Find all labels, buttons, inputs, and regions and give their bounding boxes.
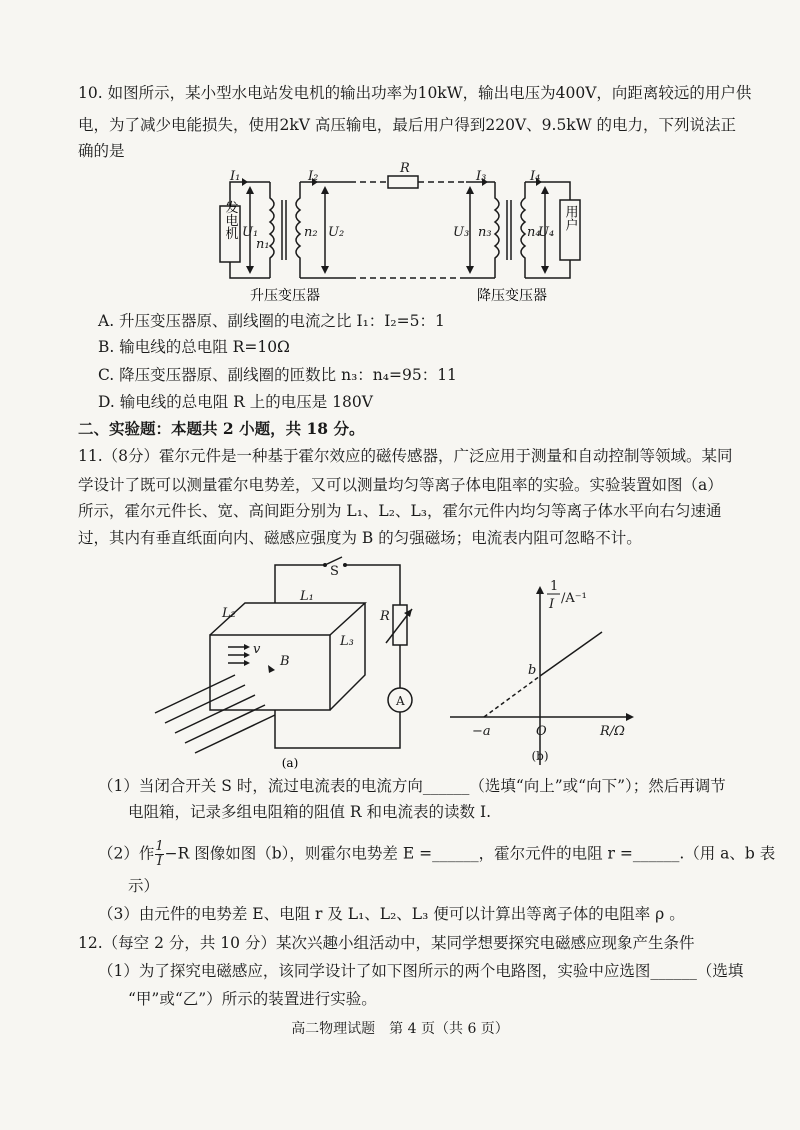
label-step-up: 升压变压器: [250, 288, 320, 304]
label-I2: I₂: [308, 169, 319, 184]
q11-line-3: 所示，霍尔元件长、宽、高间距分别为 L₁、L₂、L₃，霍尔元件内均匀等离子体水平向右匀速通: [78, 502, 722, 520]
q11-part-2-line-2: 示）: [128, 877, 160, 895]
label-n1: n₁: [256, 237, 270, 252]
label-L2: L₂: [222, 606, 236, 621]
hall-element-figure-a: [150, 555, 430, 770]
y-axis-numerator: 1: [550, 579, 559, 594]
q11-part-1-line-2: 电阻箱，记录多组电阻箱的阻值 R 和电流表的读数 I.: [128, 803, 492, 821]
label-U2: U₂: [328, 225, 345, 240]
caption-a: (a): [281, 756, 299, 770]
label-R: R: [400, 161, 410, 176]
q10-line-3: 确的是: [78, 142, 125, 160]
section-2-heading: 二、实验题：本题共 2 小题，共 18 分。: [78, 419, 365, 438]
q11-part-3: （3）由元件的电势差 E、电阻 r 及 L₁、L₂、L₃ 便可以计算出等离子体的电阻率 ρ 。: [98, 905, 685, 923]
label-I1: I₁: [230, 169, 241, 184]
label-ammeter: A: [396, 694, 405, 708]
q12-line-1: 12.（每空 2 分，共 10 分）某次兴趣小组活动中，某同学想要探究电磁感应现象产生条件: [78, 934, 695, 952]
y-axis-denominator: I: [549, 597, 555, 612]
label-v: v: [253, 642, 261, 657]
label-I3: I₃: [476, 169, 487, 184]
label-B: B: [280, 654, 290, 669]
q11-part-2-line-1: [98, 840, 775, 869]
label-user: 用户: [562, 205, 578, 231]
label-I4: I₄: [530, 169, 541, 184]
q11-line-1: 11.（8分）霍尔元件是一种基于霍尔效应的磁传感器，广泛应用于测量和自动控制等领域。某同: [78, 447, 733, 465]
label-generator: 发电机: [222, 200, 238, 240]
label-U1: U₁: [242, 225, 259, 240]
intercept-b-label: b: [528, 663, 537, 678]
line-resistor: [388, 176, 418, 188]
transmission-circuit-figure: [200, 160, 600, 310]
intercept-a-label: −a: [472, 724, 491, 739]
graph-figure-b: [440, 570, 650, 770]
q12-part-1-line-1: （1）为了探究电磁感应，该同学设计了如下图所示的两个电路图，实验中应选图______（选填: [98, 962, 744, 980]
q10-line-1: 10. 如图所示，某小型水电站发电机的输出功率为10kW，输出电压为400V，向距离较远的用户供: [78, 84, 752, 102]
fraction-1-over-i: [155, 840, 163, 869]
label-step-down: 降压变压器: [477, 288, 547, 304]
fraction-denominator: I: [156, 854, 163, 869]
graph-extension: [484, 676, 540, 717]
label-n3: n₃: [478, 225, 492, 240]
x-axis-label: R/Ω: [600, 724, 625, 739]
label-U3: U₃: [453, 225, 470, 240]
q10-option-a: A. 升压变压器原、副线圈的电流之比 I₁：I₂=5：1: [98, 312, 445, 330]
q11-line-2: 学设计了既可以测量霍尔电势差，又可以测量均匀等离子体电阻率的实验。实验装置如图（a）: [78, 476, 723, 494]
label-switch: S: [330, 564, 339, 579]
label-L3: L₃: [340, 634, 354, 649]
q10-option-b: B. 输电线的总电阻 R=10Ω: [98, 338, 290, 356]
label-L1: L₁: [300, 589, 314, 604]
origin-label: O: [536, 724, 547, 739]
graph-line: [540, 632, 602, 676]
q11-part-2-text: −R 图像如图（b），则霍尔电势差 E =______，霍尔元件的电阻 r =______.（用 a、b 表: [164, 844, 776, 863]
page-footer: 高二物理试题 第 4 页（共 6 页）: [291, 1021, 509, 1037]
q10-line-2: 电，为了减少电能损失，使用2kV 高压输电，最后用户得到220V、9.5kW 的电力，下列说法正: [78, 116, 737, 134]
q10-option-c: C. 降压变压器原、副线圈的匝数比 n₃：n₄=95：11: [98, 366, 457, 384]
q12-part-1-line-2: “甲”或“乙”）所示的装置进行实验。: [128, 990, 377, 1008]
q10-option-d: D. 输电线的总电阻 R 上的电压是 180V: [98, 393, 373, 411]
fraction-numerator: 1: [155, 839, 164, 854]
label-U4: U₄: [538, 225, 555, 240]
y-axis-unit: /A⁻¹: [561, 591, 587, 606]
label-n4: n₄: [527, 225, 541, 240]
q11-line-4: 过，其内有垂直纸面向内、磁感应强度为 B 的匀强磁场；电流表内阻可忽略不计。: [78, 529, 642, 547]
caption-b: (b): [531, 749, 549, 763]
label-resistor: R: [380, 609, 390, 624]
label-n2: n₂: [304, 225, 318, 240]
q11-part-2-prefix: （2）作: [98, 844, 155, 863]
q11-part-1-line-1: （1）当闭合开关 S 时，流过电流表的电流方向______（选填“向上”或“向下”）；然后再调节: [98, 777, 726, 795]
